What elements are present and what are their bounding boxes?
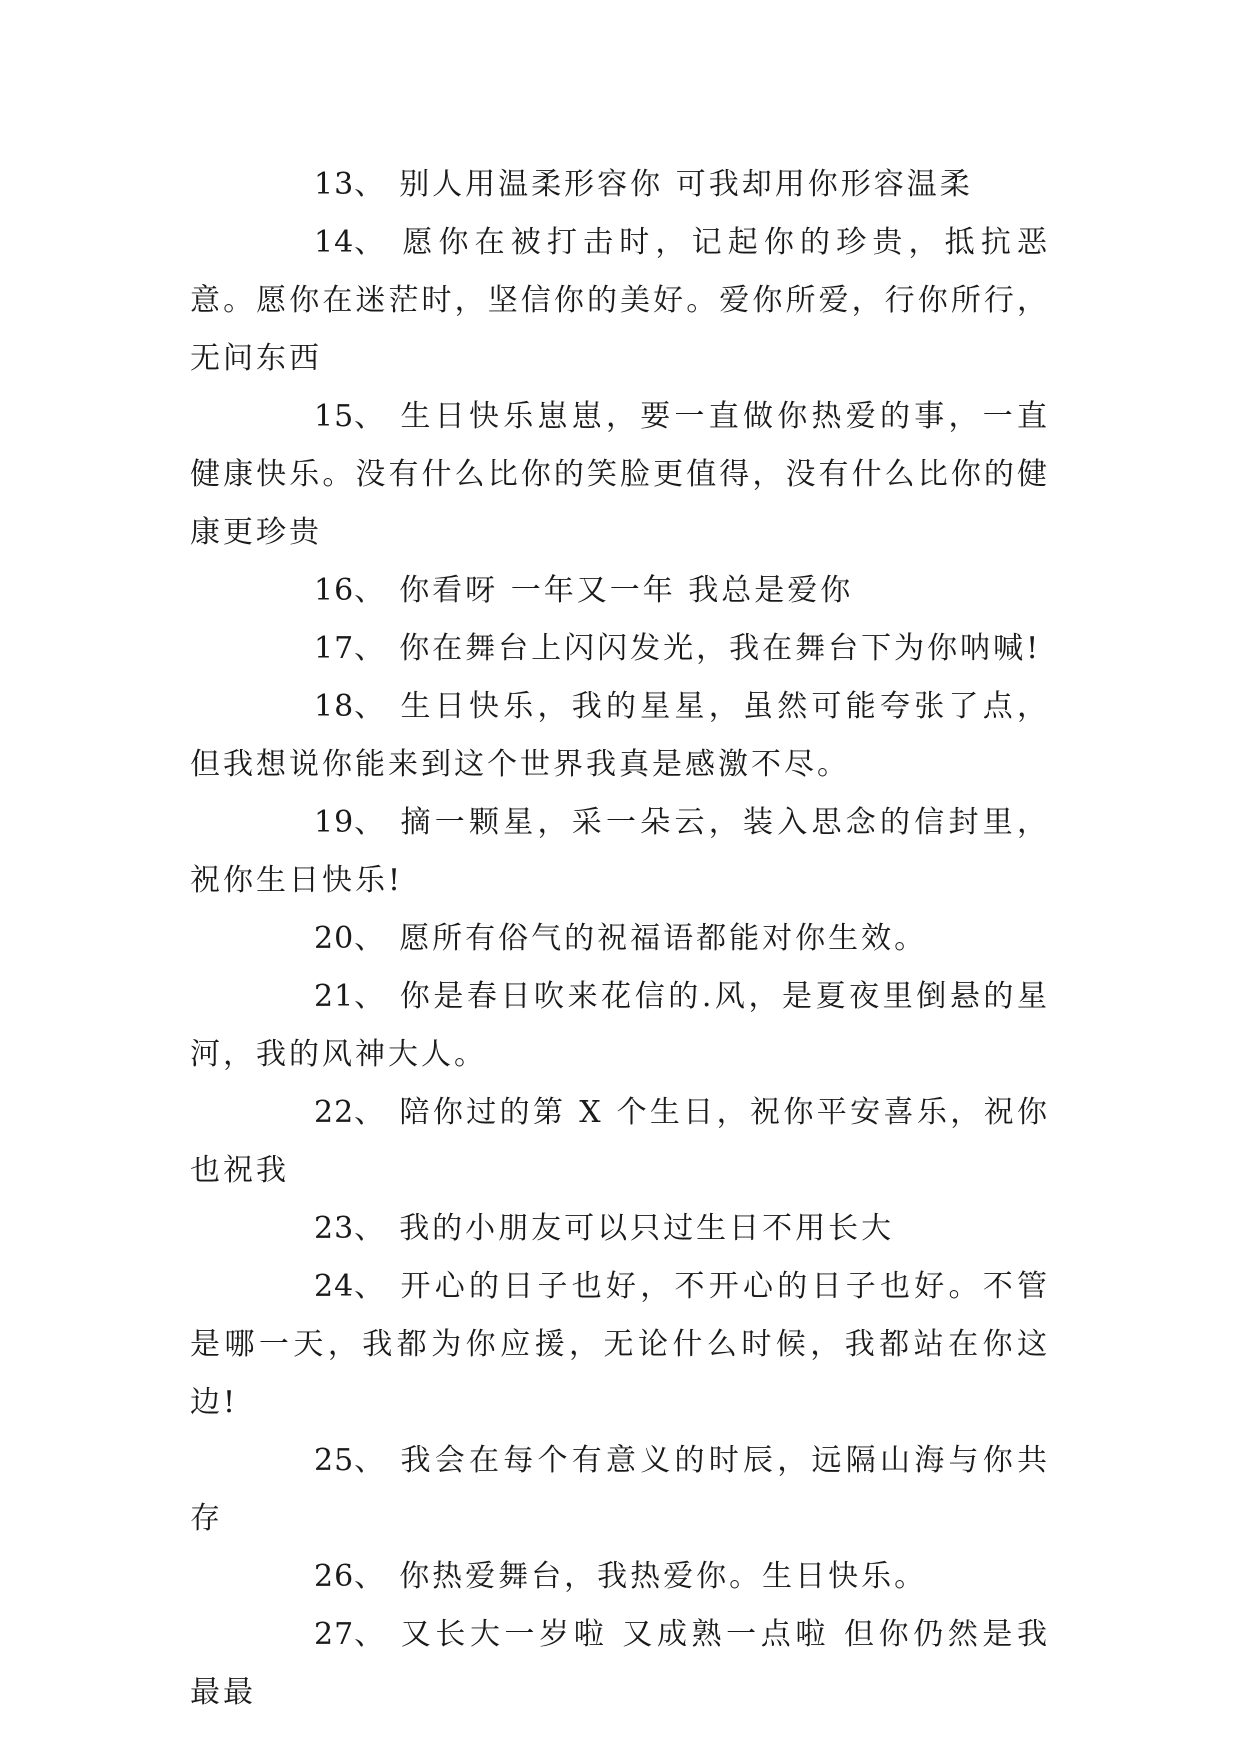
list-item bbox=[190, 678, 1050, 794]
document-body bbox=[190, 156, 1050, 1722]
item-number: 26、 bbox=[314, 1559, 386, 1594]
item-number: 27、 bbox=[314, 1617, 386, 1652]
item-text: 愿你在被打击时，记起你的珍贵，抵抗恶意。愿你在迷茫时，坚信你的美好。爱你所爱，行你所行，无问东西 bbox=[190, 225, 1050, 376]
item-text: 别人用温柔形容你 可我却用你形容温柔 bbox=[399, 167, 973, 202]
item-text: 又长大一岁啦 又成熟一点啦 但你仍然是我最最 bbox=[190, 1617, 1050, 1710]
item-text: 你看呀 一年又一年 我总是爱你 bbox=[399, 573, 854, 608]
item-text: 我会在每个有意义的时辰，远隔山海与你共存 bbox=[190, 1443, 1050, 1536]
item-number: 25、 bbox=[314, 1443, 386, 1478]
list-item bbox=[190, 968, 1050, 1084]
item-text: 你热爱舞台，我热爱你。生日快乐。 bbox=[399, 1559, 928, 1594]
item-number: 19、 bbox=[314, 805, 386, 840]
item-number: 21、 bbox=[314, 979, 386, 1014]
item-number: 22、 bbox=[314, 1095, 386, 1130]
item-number: 13、 bbox=[314, 167, 386, 202]
list-item bbox=[190, 1606, 1050, 1722]
list-item bbox=[190, 794, 1050, 910]
list-item bbox=[190, 1548, 1050, 1606]
list-item bbox=[190, 1432, 1050, 1548]
item-number: 17、 bbox=[314, 631, 386, 666]
item-text: 摘一颗星，采一朵云，装入思念的信封里，祝你生日快乐! bbox=[190, 805, 1050, 898]
list-item bbox=[190, 620, 1050, 678]
item-number: 16、 bbox=[314, 573, 386, 608]
item-number: 15、 bbox=[314, 399, 386, 434]
list-item bbox=[190, 1258, 1050, 1432]
item-text: 陪你过的第 X 个生日，祝你平安喜乐，祝你也祝我 bbox=[190, 1095, 1050, 1188]
list-item bbox=[190, 1084, 1050, 1200]
item-number: 20、 bbox=[314, 921, 386, 956]
item-number: 18、 bbox=[314, 689, 386, 724]
item-number: 23、 bbox=[314, 1211, 386, 1246]
list-item bbox=[190, 1200, 1050, 1258]
item-text: 我的小朋友可以只过生日不用长大 bbox=[399, 1211, 895, 1246]
item-text: 生日快乐，我的星星，虽然可能夸张了点，但我想说你能来到这个世界我真是感激不尽。 bbox=[190, 689, 1050, 782]
item-text: 生日快乐崽崽，要一直做你热爱的事，一直健康快乐。没有什么比你的笑脸更值得，没有什么比你的健康更珍贵 bbox=[190, 399, 1050, 550]
item-text: 你在舞台上闪闪发光，我在舞台下为你呐喊! bbox=[399, 631, 1042, 666]
item-text: 愿所有俗气的祝福语都能对你生效。 bbox=[399, 921, 928, 956]
list-item bbox=[190, 388, 1050, 562]
list-item bbox=[190, 214, 1050, 388]
item-number: 14、 bbox=[314, 225, 386, 260]
item-text: 你是春日吹来花信的.风，是夏夜里倒悬的星河，我的风神大人。 bbox=[190, 979, 1050, 1072]
list-item bbox=[190, 910, 1050, 968]
item-number: 24、 bbox=[314, 1269, 386, 1304]
list-item bbox=[190, 156, 1050, 214]
list-item bbox=[190, 562, 1050, 620]
item-text: 开心的日子也好，不开心的日子也好。不管是哪一天，我都为你应援，无论什么时候，我都站在你这边! bbox=[190, 1269, 1050, 1420]
